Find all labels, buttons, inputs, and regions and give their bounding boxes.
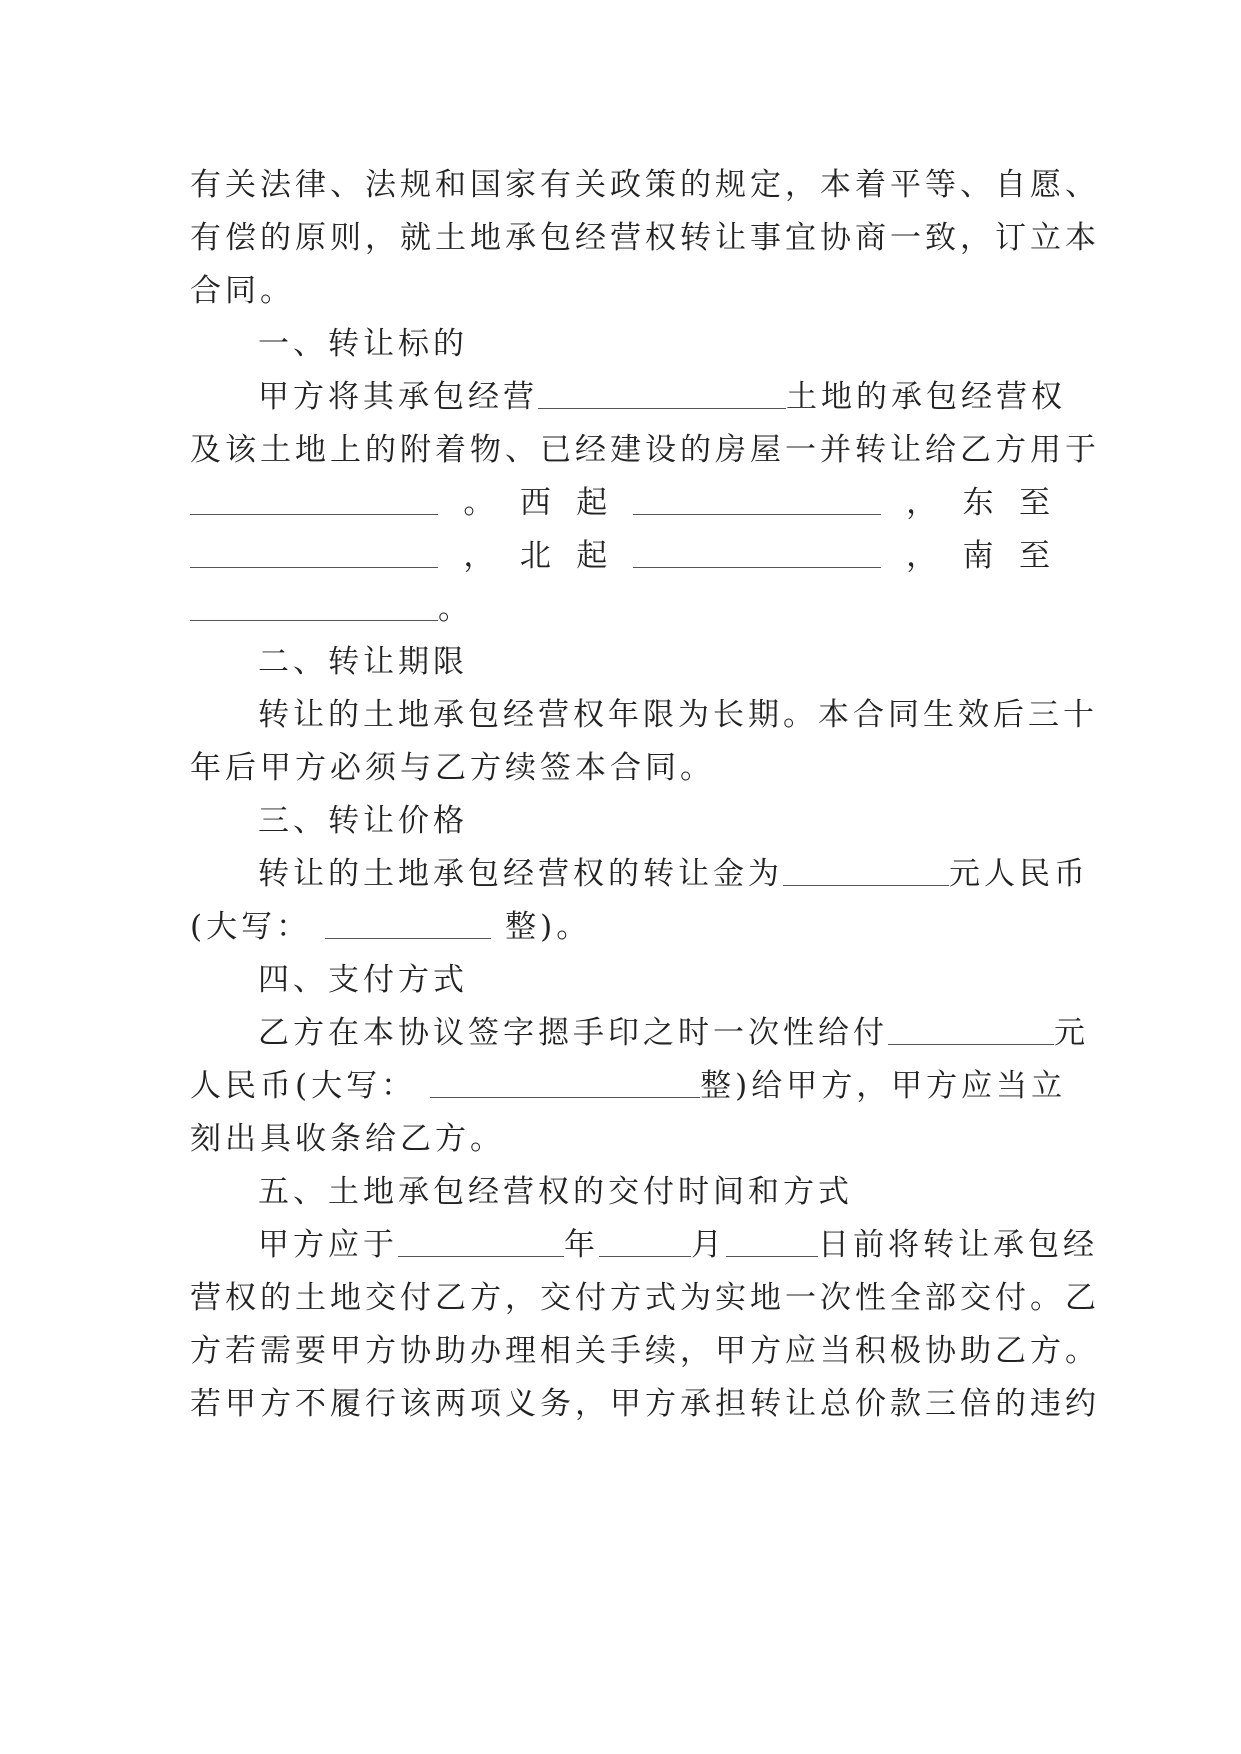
south-boundary-blank: [190, 590, 438, 621]
north-label-1: 北: [519, 538, 551, 574]
section-1-text-start: 甲方将其承包经营: [258, 379, 538, 415]
section-3-heading: 三、转让价格: [258, 803, 468, 839]
price-text-end: 元人民币: [949, 856, 1089, 892]
price-amount-blank: [783, 855, 949, 886]
price-capital-text-end: 整)。: [505, 909, 592, 945]
payment-capital-blank: [430, 1067, 700, 1098]
delivery-text-start: 甲方应于: [258, 1227, 398, 1263]
period-mark: 。: [438, 591, 473, 627]
section-1-text-after-blank: 土地的承包经营权: [786, 379, 1066, 415]
period-mark: 。: [463, 485, 495, 521]
price-capital-blank: [325, 908, 491, 939]
delivery-day-blank: [726, 1226, 818, 1257]
section-4-heading: 四、支付方式: [258, 962, 468, 998]
north-label-2: 起: [576, 538, 608, 574]
section-3-line-1: [258, 852, 1089, 896]
payment-text-start: 乙方在本协议签字摁手印之时一次性给付: [258, 1015, 888, 1051]
intro-line-1: 有关法律、法规和国家有关政策的规定，本着平等、自愿、: [190, 167, 1100, 203]
section-3-line-2: [190, 905, 1050, 949]
comma-mark: ，: [906, 485, 938, 521]
section-2-line-2: 年后甲方必须与乙方续签本合同。: [190, 750, 715, 786]
price-capital-text-start: (大写：: [190, 909, 312, 945]
intro-line-3: 合同。: [190, 273, 295, 309]
delivery-year-blank: [398, 1226, 564, 1257]
east-label-1: 东: [962, 485, 994, 521]
west-label-2: 起: [576, 485, 608, 521]
payment-text-end: 元: [1054, 1015, 1089, 1051]
section-1-heading: 一、转让标的: [258, 326, 468, 362]
section-1-line-5: [190, 587, 1050, 631]
section-1-line-2: 及该土地上的附着物、已经建设的房屋一并转让给乙方用于: [190, 432, 1100, 468]
section-4-line-3: 刻出具收条给乙方。: [190, 1121, 505, 1157]
delivery-month-blank: [599, 1226, 691, 1257]
intro-line-2: 有偿的原则，就土地承包经营权转让事宜协商一致，订立本: [190, 220, 1100, 256]
section-1-line-3: [190, 481, 1050, 525]
price-text-start: 转让的土地承包经营权的转让金为: [258, 856, 783, 892]
west-label-1: 西: [519, 485, 551, 521]
section-1-line-4: [190, 534, 1050, 578]
section-5-line-1: [258, 1223, 1098, 1267]
west-boundary-blank: [633, 484, 881, 515]
payment-amount-blank: [888, 1014, 1054, 1045]
south-label-2: 至: [1018, 538, 1050, 574]
comma-mark: ，: [906, 538, 938, 574]
payment-capital-text-start: 人民币(大写：: [190, 1068, 417, 1104]
east-label-2: 至: [1018, 485, 1050, 521]
land-use-blank: [190, 484, 438, 515]
section-5-line-4: 若甲方不履行该两项义务，甲方承担转让总价款三倍的违约: [190, 1386, 1100, 1422]
year-label: 年: [564, 1227, 599, 1263]
south-label-1: 南: [962, 538, 994, 574]
section-5-line-3: 方若需要甲方协助办理相关手续，甲方应当积极协助乙方。: [190, 1333, 1100, 1369]
section-5-line-2: 营权的土地交付乙方，交付方式为实地一次性全部交付。乙: [190, 1280, 1100, 1316]
section-2-heading: 二、转让期限: [258, 644, 468, 680]
delivery-text-end: 日前将转让承包经: [818, 1227, 1098, 1263]
payment-capital-text-end: 整)给甲方，甲方应当立: [700, 1068, 1067, 1104]
comma-mark: ，: [463, 538, 495, 574]
section-4-line-2: [190, 1064, 1067, 1108]
east-boundary-blank: [190, 537, 438, 568]
month-label: 月: [691, 1227, 726, 1263]
section-2-line-1: 转让的土地承包经营权年限为长期。本合同生效后三十: [258, 697, 1098, 733]
section-4-line-1: [258, 1011, 1089, 1055]
section-1-line-1: [258, 375, 1066, 419]
land-location-blank: [538, 378, 786, 409]
north-boundary-blank: [633, 537, 881, 568]
section-5-heading: 五、土地承包经营权的交付时间和方式: [258, 1174, 853, 1210]
